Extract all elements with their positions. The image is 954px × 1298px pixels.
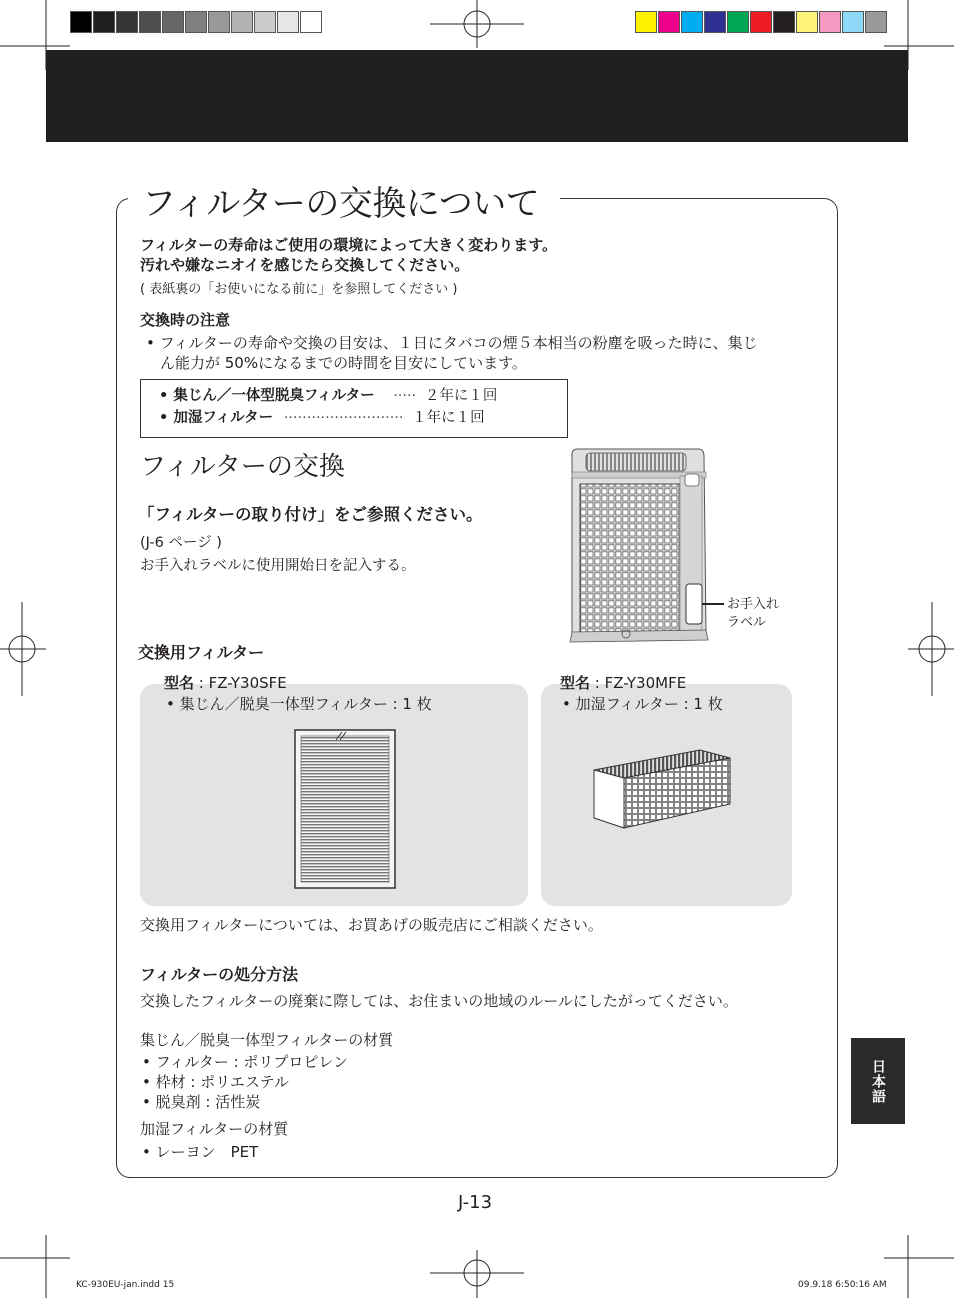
replacement-heading: フィルターの交換 bbox=[140, 452, 345, 482]
interval-row bbox=[159, 408, 485, 428]
model-label: 型名 bbox=[164, 674, 195, 692]
filter-1-model bbox=[164, 672, 287, 693]
interval-row-name: • 加湿フィルター bbox=[159, 410, 274, 426]
interval-value: １年に１回 bbox=[412, 410, 485, 426]
filter-2-desc: • 加湿フィルター : 1 枚 bbox=[562, 695, 723, 713]
replacement-interval-box bbox=[140, 379, 568, 438]
disposal-heading: フィルターの処分方法 bbox=[140, 965, 299, 984]
intro-line-2: 汚れや嫌なニオイを感じたら交換してください。 bbox=[140, 256, 470, 274]
replacement-subheading: 「フィルターの取り付け」をご参照ください。 bbox=[138, 505, 483, 524]
intro-line-1: フィルターの寿命はご使用の環境によって大きく変わります。 bbox=[140, 236, 558, 254]
disposal-text: 交換したフィルターの廃棄に際しては、お住まいの地域のルールにしたがってください。 bbox=[140, 992, 738, 1010]
material-item: • フィルター : ポリプロピレン bbox=[142, 1053, 349, 1071]
caution-text-line-2: ん能力が 50%になるまでの時間を目安にしています。 bbox=[160, 354, 527, 372]
spare-filters-heading: 交換用フィルター bbox=[138, 643, 265, 662]
language-tab-label: 日本語 bbox=[870, 1058, 886, 1104]
leader-dots: ····· bbox=[393, 388, 417, 404]
title-gap bbox=[546, 197, 560, 199]
model-number: : FZ-Y30MFE bbox=[590, 674, 687, 692]
hepa-filter-illustration bbox=[292, 728, 398, 890]
page-title: フィルターの交換について bbox=[142, 184, 540, 224]
intro-note: ( 表紙裏の「お使いになる前に」を参照してください ) bbox=[140, 282, 458, 297]
material-2-title: 加湿フィルターの材質 bbox=[140, 1120, 289, 1138]
filter-1-desc: • 集じん／脱臭一体型フィルター : 1 枚 bbox=[166, 695, 432, 713]
maintenance-label-callout bbox=[727, 596, 779, 632]
humidifying-filter-illustration bbox=[590, 748, 734, 830]
interval-value: ２年に１回 bbox=[424, 388, 498, 404]
header-bar bbox=[46, 50, 908, 142]
material-1-title: 集じん／脱臭一体型フィルターの材質 bbox=[140, 1031, 394, 1049]
interval-row-name: • 集じん／一体型脱臭フィルター bbox=[159, 388, 375, 404]
leader-dots: ·························· bbox=[283, 410, 404, 426]
language-tab bbox=[851, 1038, 905, 1124]
page-number: J-13 bbox=[458, 1192, 493, 1213]
callout-line-1: お手入れ bbox=[727, 597, 780, 612]
material-item: • 脱臭剤 : 活性炭 bbox=[142, 1093, 261, 1111]
filter-2-model bbox=[560, 672, 686, 693]
page-reference: (J-6 ページ ) bbox=[140, 535, 222, 551]
interval-row bbox=[159, 386, 497, 406]
footer-file-info: KC-930EU-jan.indd 15 bbox=[76, 1280, 175, 1290]
caution-text-line-1: • フィルターの寿命や交換の目安は、１日にタバコの煙５本相当の粉塵を吸った時に、集じ bbox=[146, 334, 758, 352]
caution-text bbox=[146, 333, 758, 373]
replacement-instruction: お手入れラベルに使用開始日を記入する。 bbox=[140, 558, 416, 574]
material-1-list bbox=[142, 1052, 348, 1112]
callout-line-2: ラベル bbox=[727, 615, 767, 630]
caution-heading: 交換時の注意 bbox=[140, 311, 231, 329]
model-label: 型名 bbox=[560, 674, 591, 692]
air-purifier-illustration bbox=[566, 446, 716, 646]
intro-text bbox=[140, 235, 557, 275]
material-item: • 枠材 : ポリエステル bbox=[142, 1073, 289, 1091]
footer-timestamp: 09.9.18 6:50:16 AM bbox=[798, 1280, 887, 1290]
material-2-item: • レーヨン PET bbox=[142, 1143, 259, 1161]
callout-line bbox=[702, 603, 724, 605]
spare-filters-note: 交換用フィルターについては、お買あげの販売店にご相談ください。 bbox=[140, 916, 603, 934]
model-number: : FZ-Y30SFE bbox=[194, 674, 287, 692]
